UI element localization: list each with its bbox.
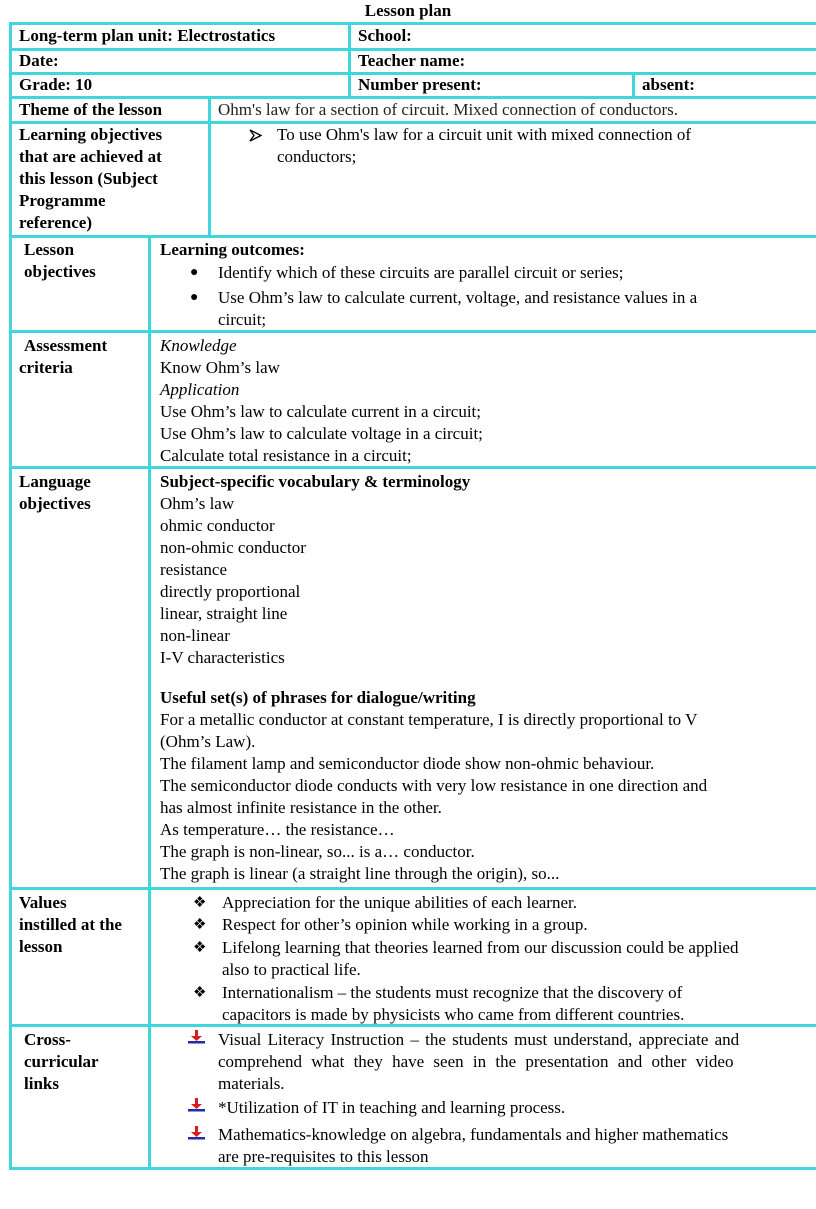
value-item: Respect for other’s opinion while working in a group. — [222, 915, 588, 934]
language-objectives-label: Language objectives — [19, 472, 91, 513]
cross-link-item: Mathematics-knowledge on algebra, fundamentals and higher mathematics are pre-requisites to this lesson — [218, 1125, 729, 1166]
application-heading: Application — [160, 380, 240, 399]
cross-link-item: Visual Literacy Instruction – the students must understand, appreciate and comprehend what they have seen in the presentation and other video materials. — [218, 1030, 740, 1093]
unit-label: Long-term plan unit: Electrostatics — [19, 26, 276, 45]
learning-outcomes-heading: Learning outcomes: — [160, 240, 305, 259]
diamond-icon: ❖ — [193, 917, 207, 933]
value-item: Internationalism – the students must recognize that the discovery of capacitors is made by physicists who came from different countries. — [222, 983, 685, 1024]
number-present-label: Number present: — [358, 75, 482, 94]
learning-objectives-label: Learning objectives that are achieved at this lesson (Subject Programme reference) — [19, 125, 163, 232]
table-border — [10, 887, 816, 890]
table-border — [348, 22, 351, 99]
diamond-icon: ❖ — [193, 985, 207, 1001]
diamond-icon: ❖ — [193, 940, 207, 956]
phrases-section: Useful set(s) of phrases for dialogue/writing For a metallic conductor at constant temperature, I is directly proportional to V (Ohm’s Law). The filament lamp and semiconductor diode show non-ohmic behaviour. The semiconductor diode conducts with very low resistance in one direction and has almost infinite resistance in the other. As temperature… the resistance… The graph is non-linear, so... is a… conductor. The graph is linear (a straight line through the origin), so... — [160, 688, 708, 883]
table-border — [632, 72, 635, 99]
vocabulary-section: Subject-specific vocabulary & terminology Ohm’s law ohmic conductor non-ohmic conductor resistance directly proportional linear, straight line non-linear I-V characteristics — [160, 472, 471, 667]
values-label: Values instilled at the lesson — [19, 893, 122, 956]
date-label: Date: — [19, 51, 59, 70]
vocabulary-heading: Subject-specific vocabulary & terminology — [160, 472, 471, 491]
theme-value: Ohm's law for a section of circuit. Mixed connection of conductors. — [218, 100, 679, 119]
teacher-name-label: Teacher name: — [358, 51, 466, 70]
school-label: School: — [358, 26, 412, 45]
theme-label: Theme of the lesson — [19, 100, 163, 119]
table-border — [10, 235, 816, 238]
table-border — [208, 96, 211, 238]
dot-icon: ● — [190, 265, 199, 280]
table-border — [9, 22, 12, 1170]
assessment-criteria-label: Assessment criteria — [19, 336, 108, 377]
down-arrow-icon — [188, 1098, 206, 1112]
outcome-item: Identify which of these circuits are parallel circuit or series; — [218, 263, 624, 282]
down-arrow-icon — [188, 1126, 206, 1140]
outcome-item: Use Ohm’s law to calculate current, voltage, and resistance values in a circuit; — [218, 288, 698, 329]
table-border — [148, 235, 151, 1170]
dot-icon: ● — [190, 290, 199, 305]
assessment-content: Knowledge Know Ohm’s law Application Use Ohm’s law to calculate current in a circuit; Use Ohm’s law to calculate voltage in a circuit; Calculate total resistance in a circuit; — [160, 336, 483, 465]
knowledge-heading: Knowledge — [160, 336, 237, 355]
cross-curricular-label: Cross- curricular links — [24, 1030, 99, 1093]
value-item: Appreciation for the unique abilities of each learner. — [222, 893, 577, 912]
learning-objective-item: To use Ohm's law for a circuit unit with mixed connection of conductors; — [277, 125, 692, 166]
grade-label: Grade: 10 — [19, 75, 93, 94]
diamond-icon: ❖ — [193, 895, 207, 911]
cross-link-item: *Utilization of IT in teaching and learning process. — [218, 1098, 566, 1117]
lesson-objectives-label: Lesson objectives — [24, 240, 96, 281]
phrases-heading: Useful set(s) of phrases for dialogue/writing — [160, 688, 476, 707]
document-title: Lesson plan — [364, 1, 452, 20]
absent-label: absent: — [642, 75, 695, 94]
value-item: Lifelong learning that theories learned from our discussion could be applied also to practical life. — [222, 938, 739, 979]
arrowhead-icon — [249, 129, 262, 142]
down-arrow-icon — [188, 1030, 206, 1044]
